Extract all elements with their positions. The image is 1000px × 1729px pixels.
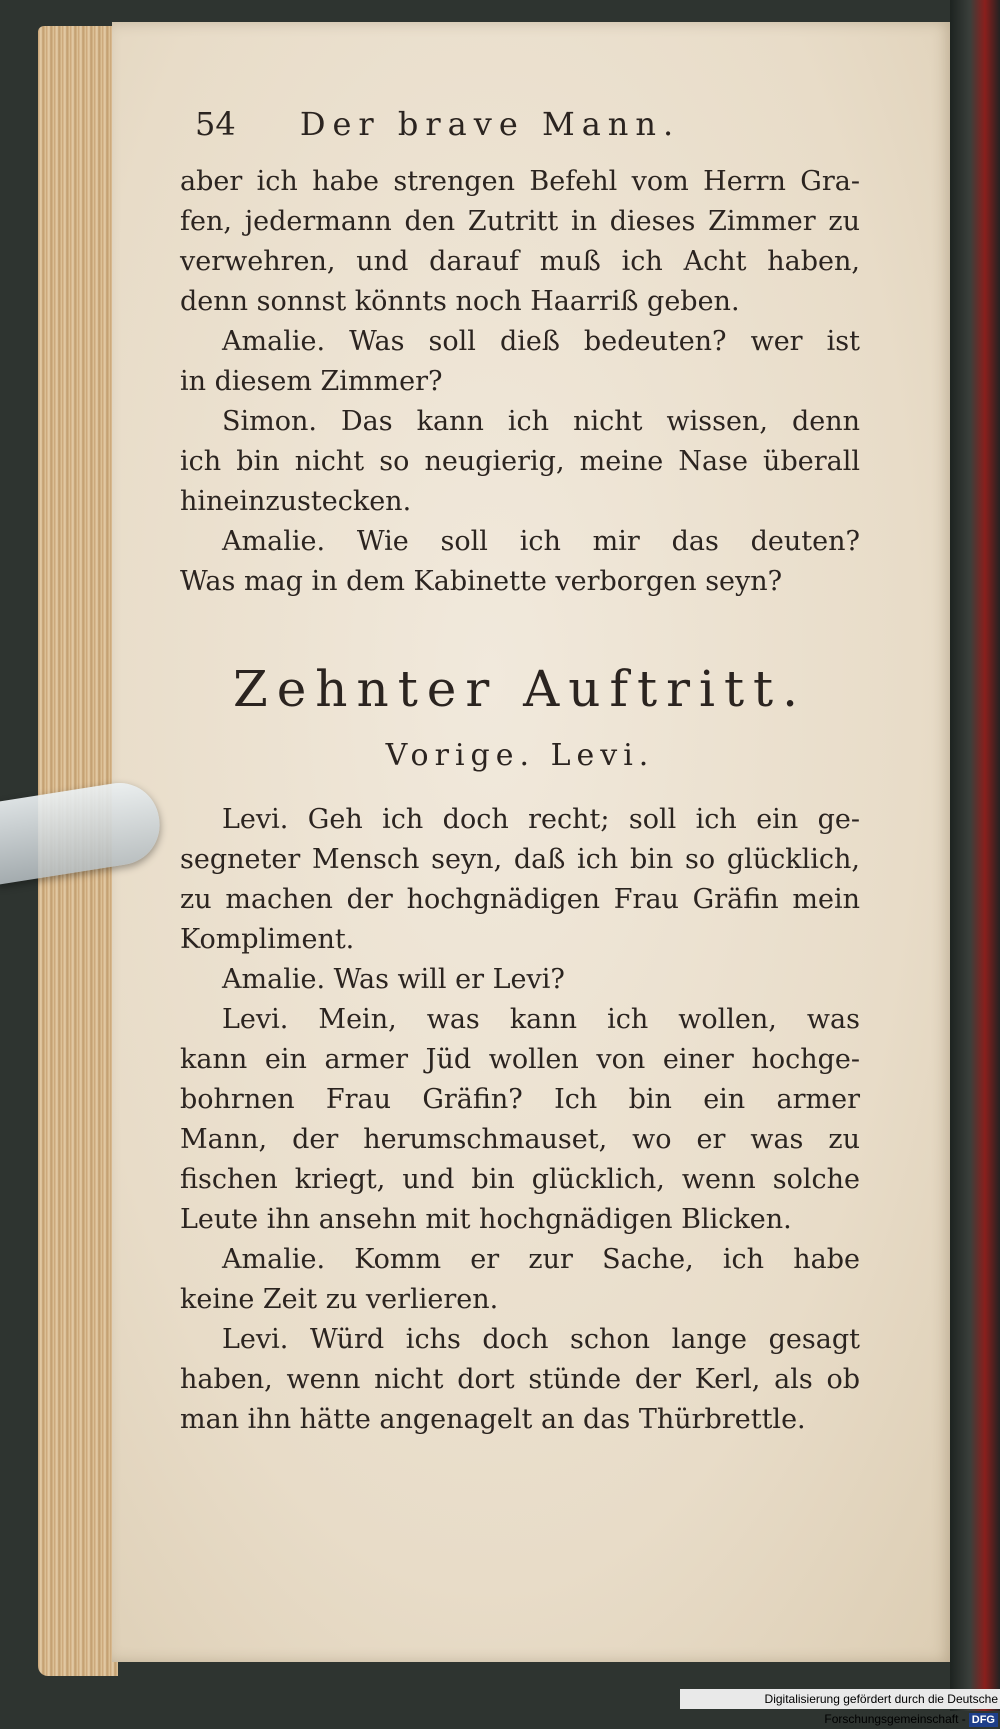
text-line: Levi. Würd ichs doch schon lange gesagt <box>222 1324 860 1355</box>
text-line: Levi. Geh ich doch recht; soll ich ein ge- <box>222 804 860 835</box>
text-line: Simon. Das kann ich nicht wissen, denn <box>222 406 860 437</box>
text-line: fen, jedermann den Zutritt in dieses Zimmer zu <box>180 206 860 237</box>
text-line: Amalie. Was will er Levi? <box>222 964 565 995</box>
text-line: segneter Mensch seyn, daß ich bin so glücklich, <box>180 844 860 875</box>
text-line: Was mag in dem Kabinette verborgen seyn? <box>180 566 783 597</box>
dfg-logo: DFG <box>969 1713 998 1727</box>
text-line: Mann, der herumschmauset, wo er was zu <box>180 1124 860 1155</box>
text-line: ich bin nicht so neugierig, meine Nase überall <box>180 446 860 477</box>
text-block-top <box>180 162 860 602</box>
running-title: Der brave Mann. <box>299 105 681 143</box>
text-line: Amalie. Wie soll ich mir das deuten? <box>222 526 860 557</box>
text-line: haben, wenn nicht dort stünde der Kerl, als ob <box>180 1364 860 1395</box>
page-number: 54 <box>195 105 236 143</box>
text-line: zu machen der hochgnädigen Frau Gräfin mein <box>180 884 860 915</box>
text-line: aber ich habe strengen Befehl vom Herrn Gra- <box>180 166 860 197</box>
text-line: Amalie. Komm er zur Sache, ich habe <box>222 1244 860 1275</box>
running-head <box>195 105 715 143</box>
text-line: bohrnen Frau Gräfin? Ich bin ein armer <box>180 1084 860 1115</box>
text-line: keine Zeit zu verlieren. <box>180 1284 499 1315</box>
book-cover-edge <box>950 0 1000 1711</box>
funding-footer <box>680 1689 1000 1726</box>
text-line: in diesem Zimmer? <box>180 366 443 397</box>
text-line: Leute ihn ansehn mit hochgnädigen Blicken. <box>180 1204 792 1235</box>
scene-characters: Vorige. Levi. <box>385 738 655 773</box>
text-line: kann ein armer Jüd wollen von einer hochge- <box>180 1044 860 1075</box>
scene-title: Zehnter Auftritt. <box>232 660 808 718</box>
text-line: Amalie. Was soll dieß bedeuten? wer ist <box>222 326 860 357</box>
text-line: Levi. Mein, was kann ich wollen, was <box>222 1004 860 1035</box>
text-line: hineinzustecken. <box>180 486 412 517</box>
text-block-bottom <box>180 800 860 1440</box>
funding-text: Digitalisierung gefördert durch die Deutsche Forschungsgemeinschaft - <box>764 1692 998 1726</box>
text-line: Kompliment. <box>180 924 355 955</box>
text-line: denn sonnst könnts noch Haarriß geben. <box>180 286 740 317</box>
text-line: fischen kriegt, und bin glücklich, wenn solche <box>180 1164 860 1195</box>
text-line: verwehren, und darauf muß ich Acht haben, <box>180 246 860 277</box>
text-line: man ihn hätte angenagelt an das Thürbrettle. <box>180 1404 806 1435</box>
